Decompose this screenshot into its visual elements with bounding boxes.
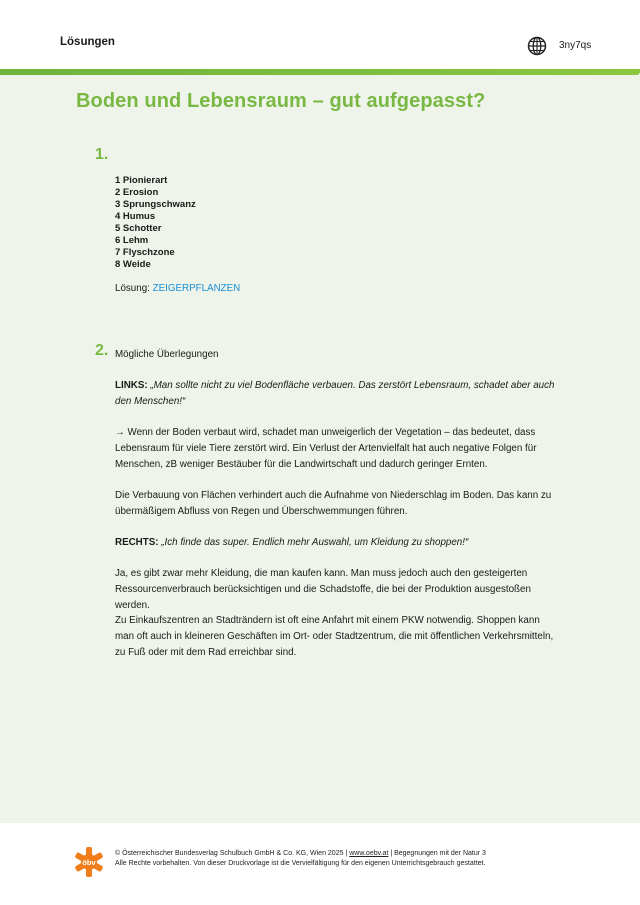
footer-text xyxy=(115,849,486,869)
links-quote: „Man sollte nicht zu viel Bodenfläche verbauen. Das zerstört Lebensraum, schadet aber auch den Menschen!“ xyxy=(115,380,555,407)
solution-label: Lösung: xyxy=(115,283,153,294)
task-1-list xyxy=(115,175,196,271)
logo-text: öbv xyxy=(82,858,96,867)
list-item: 3 Sprungschwanz xyxy=(115,199,196,210)
task-2-intro: Mögliche Überlegungen xyxy=(115,349,219,360)
list-item: 2 Erosion xyxy=(115,187,159,198)
list-item: 7 Flyschzone xyxy=(115,247,175,258)
list-item: 8 Weide xyxy=(115,259,151,270)
solution-value: ZEIGERPFLANZEN xyxy=(152,283,241,294)
footer-line-1 xyxy=(115,849,486,859)
rechts-statement xyxy=(115,535,555,551)
copyright-text: © Österreichischer Bundesverlag Schulbuch GmbH & Co. KG, Wien 2025 | xyxy=(115,850,350,857)
header-title: Lösungen xyxy=(60,36,115,48)
links-answer-2: Die Verbauung von Flächen verhindert auch die Aufnahme von Niederschlag im Boden. Das kann zu übermäßigem Abfluss von Regen und Überschwemmungen führen. xyxy=(115,490,552,517)
oebv-logo xyxy=(72,845,106,879)
globe-icon[interactable] xyxy=(527,36,547,56)
page-header xyxy=(0,0,640,70)
links-label: LINKS: xyxy=(115,380,148,391)
rechts-answer-1: Ja, es gibt zwar mehr Kleidung, die man kaufen kann. Man muss jedoch auch den gesteigerten Ressourcenverbrauch berücksichtigen und die Schadstoffe, die bei der Produktion ausgestoßen werden. xyxy=(115,568,531,611)
footer-line-2: Alle Rechte vorbehalten. Von dieser Druckvorlage ist die Vervielfältigung für den eigenen Unterrichtsgebrauch gestattet. xyxy=(115,860,486,867)
rechts-answer-2: Zu Einkaufszentren an Stadträndern ist oft eine Anfahrt mit einem PKW notwendig. Shoppen kann man oft auch in kleineren Geschäften im Ort- oder Stadtzentrum, die mit öffentlichen Verkehrsmitteln, zu Fuß oder mit dem Rad erreichbar sind. xyxy=(115,615,554,658)
task-1-solution xyxy=(115,283,240,294)
links-answer-1: → Wenn der Boden verbaut wird, schadet man unweigerlich der Vegetation – das bedeutet, dass Lebensraum für viele Tiere zerstört wird. Ein Verlust der Artenvielfalt hat auch negative Folgen für Menschen, zB weniger Bestäuber für die Landwirtschaft und dadurch geringer Ernten. xyxy=(115,427,537,470)
resource-code[interactable]: 3ny7qs xyxy=(559,40,592,51)
list-item: 4 Humus xyxy=(115,211,156,222)
rechts-quote: „Ich finde das super. Endlich mehr Auswahl, um Kleidung zu shoppen!“ xyxy=(158,537,469,548)
book-title: | Begegnungen mit der Natur 3 xyxy=(388,850,486,857)
rechts-label: RECHTS: xyxy=(115,537,159,548)
links-statement xyxy=(115,378,555,410)
task-1-number: 1. xyxy=(95,146,109,163)
list-item: 1 Pionierart xyxy=(115,175,168,186)
page-title: Boden und Lebensraum – gut aufgepasst? xyxy=(76,90,486,112)
list-item: 5 Schotter xyxy=(115,223,162,234)
task-2-number: 2. xyxy=(95,342,109,359)
publisher-link[interactable]: www.oebv.at xyxy=(349,850,389,857)
list-item: 6 Lehm xyxy=(115,235,149,246)
